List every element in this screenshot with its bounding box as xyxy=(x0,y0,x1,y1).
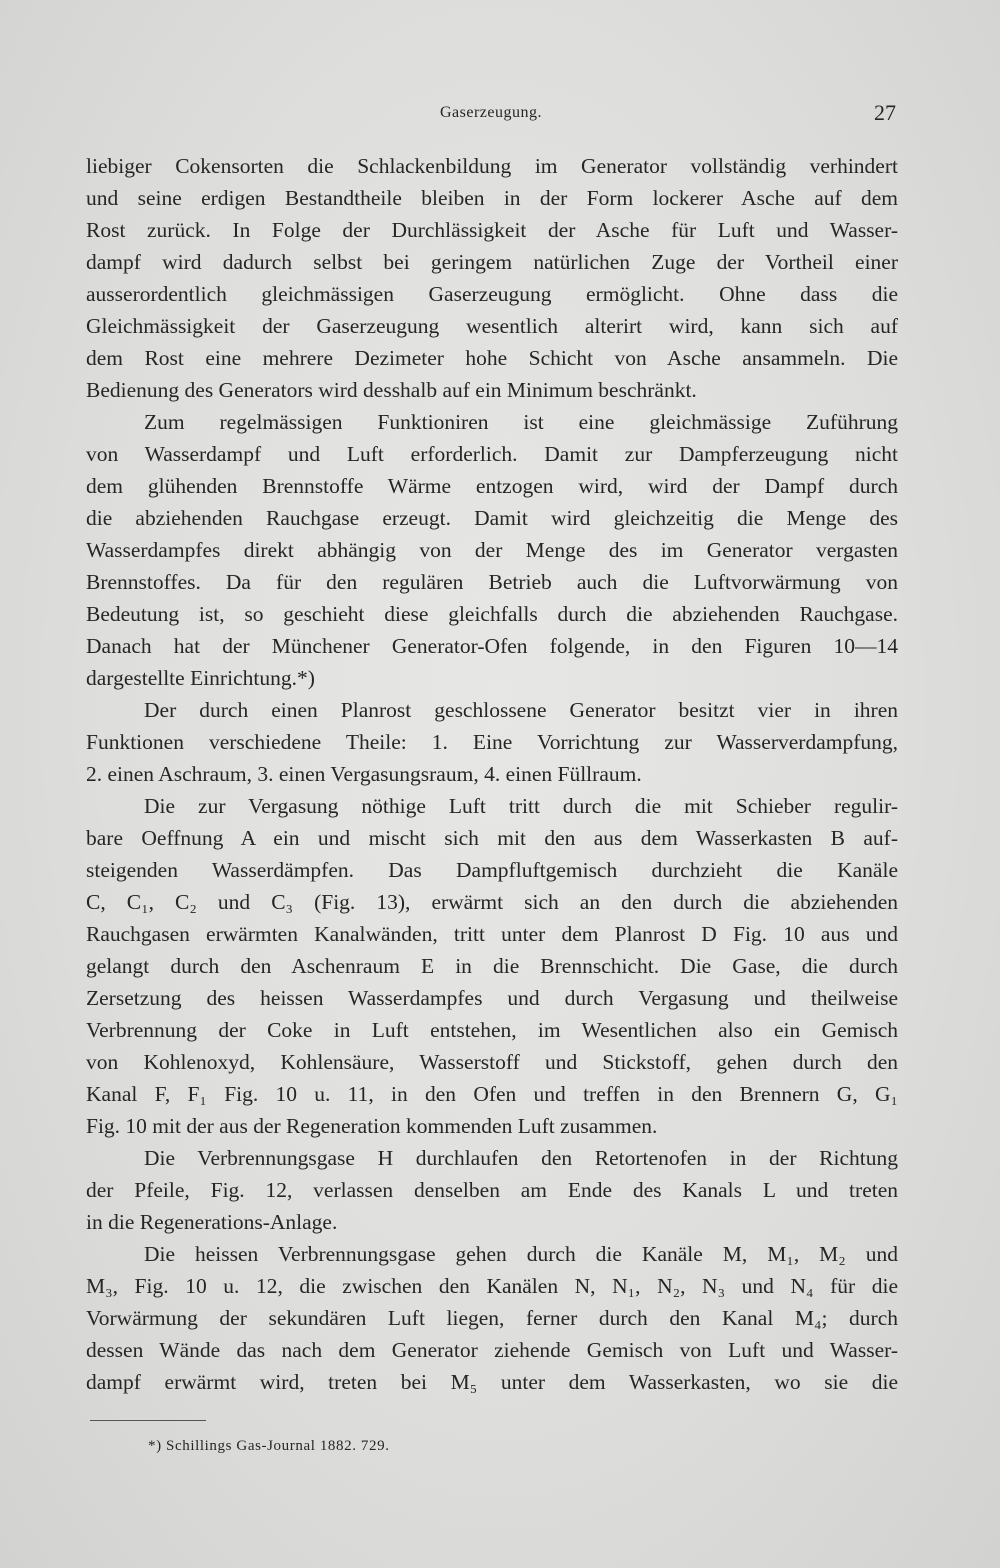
text-line: Rauchgasen erwärmten Kanalwänden, tritt unter dem Planrost D Fig. 10 aus und xyxy=(86,922,898,946)
body-text xyxy=(86,150,898,1398)
text-line: ausserordentlich gleichmässigen Gaserzeugung ermöglicht. Ohne dass die xyxy=(86,282,898,306)
text-line: Die Verbrennungsgase H durchlaufen den Retortenofen in der Richtung xyxy=(144,1146,898,1170)
text-line: Wasserdampfes direkt abhängig von der Menge des im Generator vergasten xyxy=(86,538,898,562)
text-line: Danach hat der Münchener Generator-Ofen folgende, in den Figuren 10—14 xyxy=(86,634,898,658)
running-head xyxy=(86,100,896,130)
text-line: Zum regelmässigen Funktioniren ist eine gleichmässige Zuführung xyxy=(144,410,898,434)
text-line: M₃, Fig. 10 u. 12, die zwischen den Kanälen N, N₁, N₂, N₃ und N₄ für die xyxy=(86,1274,898,1298)
text-line: Brennstoffes. Da für den regulären Betrieb auch die Luftvorwärmung von xyxy=(86,570,898,594)
text-line: Der durch einen Planrost geschlossene Generator besitzt vier in ihren xyxy=(144,698,898,722)
text-line: steigenden Wasserdämpfen. Das Dampfluftgemisch durchzieht die Kanäle xyxy=(86,858,898,882)
text-line: C, C₁, C₂ und C₃ (Fig. 13), erwärmt sich an den durch die abziehenden xyxy=(86,890,898,914)
text-line: Zersetzung des heissen Wasserdampfes und durch Vergasung und theilweise xyxy=(86,986,898,1010)
text-line: bare Oeffnung A ein und mischt sich mit den aus dem Wasserkasten B auf- xyxy=(86,826,898,850)
text-line: Vorwärmung der sekundären Luft liegen, ferner durch den Kanal M₄; durch xyxy=(86,1306,898,1330)
text-line: liebiger Cokensorten die Schlackenbildung im Generator vollständig verhindert xyxy=(86,154,898,178)
text-line: Verbrennung der Coke in Luft entstehen, im Wesentlichen also ein Gemisch xyxy=(86,1018,898,1042)
text-line: Fig. 10 mit der aus der Regeneration kommenden Luft zusammen. xyxy=(86,1114,658,1138)
text-line: dargestellte Einrichtung.*) xyxy=(86,666,315,690)
text-line: der Pfeile, Fig. 12, verlassen denselben am Ende des Kanals L und treten xyxy=(86,1178,898,1202)
footnote-divider xyxy=(90,1420,206,1421)
paragraph-5 xyxy=(86,1142,898,1238)
text-line: dampf erwärmt wird, treten bei M₅ unter dem Wasserkasten, wo sie die xyxy=(86,1370,898,1394)
text-line: in die Regenerations-Anlage. xyxy=(86,1210,338,1234)
paragraph-4 xyxy=(86,790,898,1142)
text-line: Kanal F, F₁ Fig. 10 u. 11, in den Ofen und treffen in den Brennern G, G₁ xyxy=(86,1082,898,1106)
page-number: 27 xyxy=(874,100,896,125)
text-line: Bedeutung ist, so geschieht diese gleichfalls durch die abziehenden Rauchgase. xyxy=(86,602,898,626)
text-line: Bedienung des Generators wird desshalb auf ein Minimum beschränkt. xyxy=(86,378,697,402)
paragraph-2 xyxy=(86,406,898,694)
text-line: gelangt durch den Aschenraum E in die Brennschicht. Die Gase, die durch xyxy=(86,954,898,978)
text-line: die abziehenden Rauchgase erzeugt. Damit wird gleichzeitig die Menge des xyxy=(86,506,898,530)
footnote: *) Schillings Gas-Journal 1882. 729. xyxy=(148,1438,390,1454)
text-line: von Wasserdampf und Luft erforderlich. Damit zur Dampferzeugung nicht xyxy=(86,442,898,466)
text-line: dampf wird dadurch selbst bei geringem natürlichen Zuge der Vortheil einer xyxy=(86,250,898,274)
text-line: und seine erdigen Bestandtheile bleiben in der Form lockerer Asche auf dem xyxy=(86,186,898,210)
text-line: Gleichmässigkeit der Gaserzeugung wesentlich alterirt wird, kann sich auf xyxy=(86,314,898,338)
text-line: Die heissen Verbrennungsgase gehen durch die Kanäle M, M₁, M₂ und xyxy=(144,1242,898,1266)
paragraph-1 xyxy=(86,150,898,406)
paragraph-6 xyxy=(86,1238,898,1398)
paragraph-3 xyxy=(86,694,898,790)
text-line: von Kohlenoxyd, Kohlensäure, Wasserstoff und Stickstoff, gehen durch den xyxy=(86,1050,898,1074)
text-line: Funktionen verschiedene Theile: 1. Eine Vorrichtung zur Wasserverdampfung, xyxy=(86,730,898,754)
text-line: Die zur Vergasung nöthige Luft tritt durch die mit Schieber regulir- xyxy=(144,794,898,818)
text-line: dem Rost eine mehrere Dezimeter hohe Schicht von Asche ansammeln. Die xyxy=(86,346,898,370)
text-line: dem glühenden Brennstoffe Wärme entzogen wird, wird der Dampf durch xyxy=(86,474,898,498)
running-title: Gaserzeugung. xyxy=(439,104,542,121)
text-line: dessen Wände das nach dem Generator ziehende Gemisch von Luft und Wasser- xyxy=(86,1338,898,1362)
text-line: 2. einen Aschraum, 3. einen Vergasungsraum, 4. einen Füllraum. xyxy=(86,762,642,786)
text-line: Rost zurück. In Folge der Durchlässigkeit der Asche für Luft und Wasser- xyxy=(86,218,898,242)
